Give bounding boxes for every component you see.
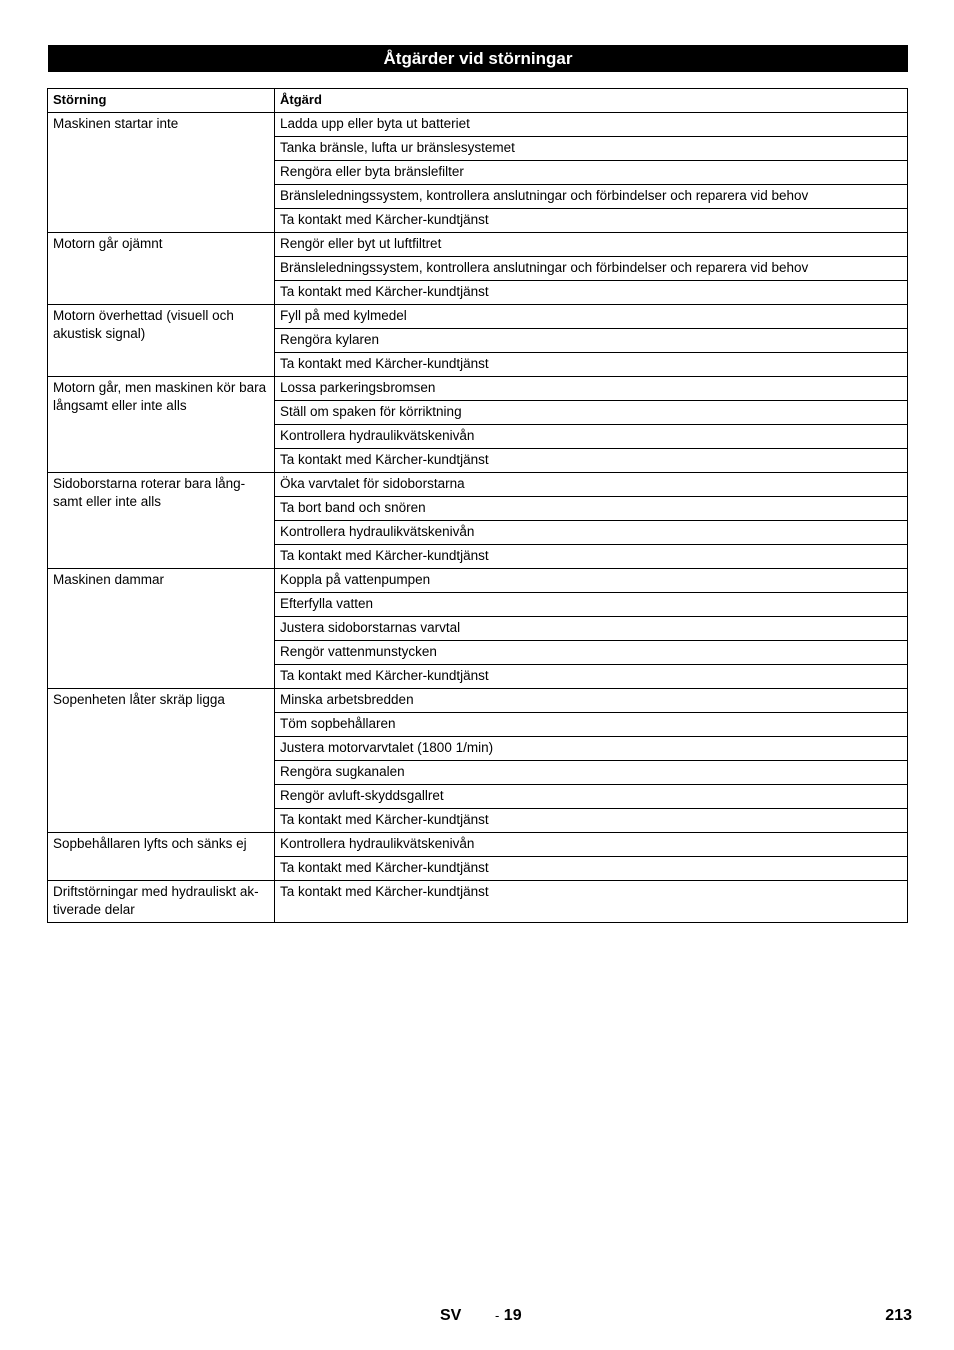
fault-cell: Sidoborstarna roterar bara lång-samt eller inte alls	[48, 473, 275, 569]
column-header-action: Åtgärd	[275, 89, 908, 113]
action-cell: Kontrollera hydraulikvätskenivån	[275, 521, 908, 545]
action-cell: Bränsleledningssystem, kontrollera anslutningar och förbindelser och reparera vid behov	[275, 185, 908, 209]
action-cell: Ta kontakt med Kärcher-kundtjänst	[275, 281, 908, 305]
action-cell: Ta kontakt med Kärcher-kundtjänst	[275, 449, 908, 473]
fault-cell: Driftstörningar med hydrauliskt ak-tiverade delar	[48, 881, 275, 923]
table-row	[48, 833, 908, 857]
footer-dash: -	[495, 1308, 500, 1323]
table-row	[48, 305, 908, 329]
action-cell: Ta kontakt med Kärcher-kundtjänst	[275, 881, 908, 923]
action-cell: Fyll på med kylmedel	[275, 305, 908, 329]
action-cell: Bränsleledningssystem, kontrollera anslutningar och förbindelser och reparera vid behov	[275, 257, 908, 281]
table-row	[48, 233, 908, 257]
action-cell: Rengöra sugkanalen	[275, 761, 908, 785]
action-cell: Rengöra kylaren	[275, 329, 908, 353]
action-cell: Rengör avluft-skyddsgallret	[275, 785, 908, 809]
action-cell: Ta bort band och snören	[275, 497, 908, 521]
troubleshooting-table	[47, 88, 908, 923]
action-cell: Efterfylla vatten	[275, 593, 908, 617]
action-cell: Töm sopbehållaren	[275, 713, 908, 737]
section-title: Åtgärder vid störningar	[48, 45, 908, 72]
action-cell: Ta kontakt med Kärcher-kundtjänst	[275, 353, 908, 377]
table-header-row	[48, 89, 908, 113]
action-cell: Ta kontakt med Kärcher-kundtjänst	[275, 809, 908, 833]
footer-language: SV	[440, 1307, 462, 1324]
footer-page-number: 213	[885, 1307, 912, 1324]
footer-section-page	[495, 1307, 522, 1325]
action-cell: Rengöra eller byta bränslefilter	[275, 161, 908, 185]
action-cell: Ta kontakt med Kärcher-kundtjänst	[275, 665, 908, 689]
action-cell: Rengör eller byt ut luftfiltret	[275, 233, 908, 257]
action-cell: Ta kontakt med Kärcher-kundtjänst	[275, 545, 908, 569]
fault-cell: Motorn går ojämnt	[48, 233, 275, 305]
table-row	[48, 377, 908, 401]
table-row	[48, 569, 908, 593]
fault-cell: Motorn går, men maskinen kör bara långsamt eller inte alls	[48, 377, 275, 473]
action-cell: Tanka bränsle, lufta ur bränslesystemet	[275, 137, 908, 161]
action-cell: Öka varvtalet för sidoborstarna	[275, 473, 908, 497]
fault-cell: Sopenheten låter skräp ligga	[48, 689, 275, 833]
action-cell: Rengör vattenmunstycken	[275, 641, 908, 665]
footer-section-page-number: 19	[503, 1307, 522, 1324]
table-row	[48, 881, 908, 923]
fault-cell: Sopbehållaren lyfts och sänks ej	[48, 833, 275, 881]
table-row	[48, 113, 908, 137]
fault-cell: Maskinen startar inte	[48, 113, 275, 233]
table-row	[48, 473, 908, 497]
action-cell: Ta kontakt med Kärcher-kundtjänst	[275, 209, 908, 233]
action-cell: Ställ om spaken för körriktning	[275, 401, 908, 425]
action-cell: Ta kontakt med Kärcher-kundtjänst	[275, 857, 908, 881]
action-cell: Kontrollera hydraulikvätskenivån	[275, 833, 908, 857]
fault-cell: Maskinen dammar	[48, 569, 275, 689]
action-cell: Kontrollera hydraulikvätskenivån	[275, 425, 908, 449]
action-cell: Justera sidoborstarnas varvtal	[275, 617, 908, 641]
fault-cell: Motorn överhettad (visuell och akustisk signal)	[48, 305, 275, 377]
action-cell: Minska arbetsbredden	[275, 689, 908, 713]
table-row	[48, 689, 908, 713]
action-cell: Ladda upp eller byta ut batteriet	[275, 113, 908, 137]
action-cell: Lossa parkeringsbromsen	[275, 377, 908, 401]
action-cell: Koppla på vattenpumpen	[275, 569, 908, 593]
action-cell: Justera motorvarvtalet (1800 1/min)	[275, 737, 908, 761]
column-header-fault: Störning	[48, 89, 275, 113]
